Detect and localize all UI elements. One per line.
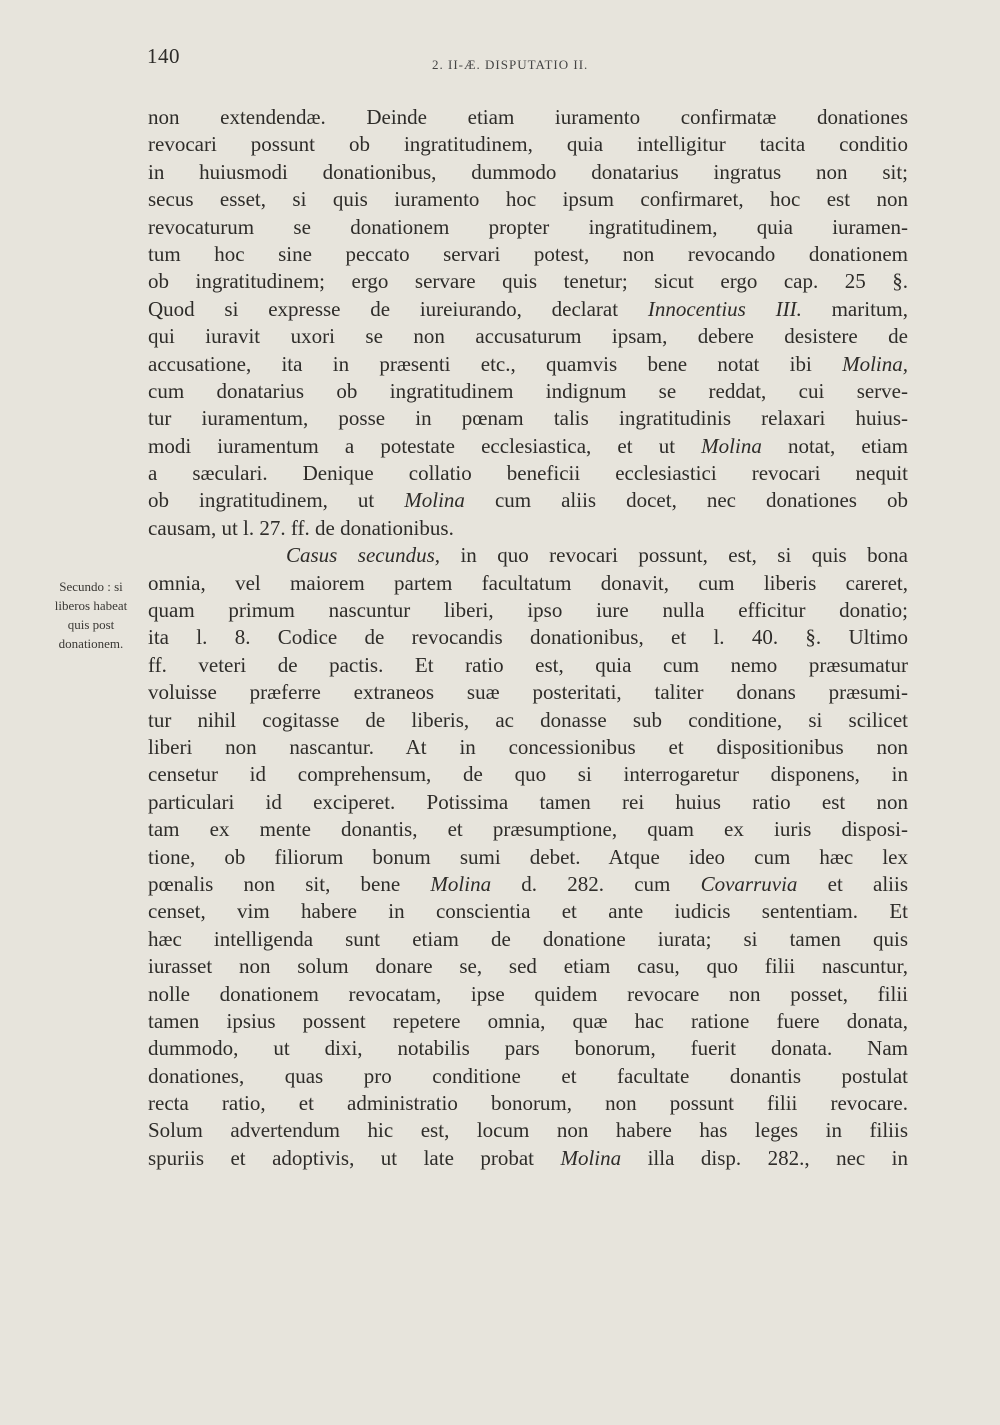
text-line: tione, ob filiorum bonum sumi debet. Atque ideo cum hæc lex: [148, 844, 908, 869]
italic-name: Molina: [404, 488, 465, 513]
text-line: modi iuramentum a potestate ecclesiastica, et ut Molina notat, etiam: [148, 433, 908, 458]
text-line: tamen ipsius possent repetere omnia, quæ hac ratione fuere donata,: [148, 1008, 908, 1033]
text-line: liberi non nascantur. At in concessionibus et dispositionibus non: [148, 734, 908, 759]
text-line: iurasset non solum donare se, sed etiam casu, quo filii nascuntur,: [148, 954, 908, 979]
italic-name: Molina,: [842, 351, 908, 376]
marginal-note-line: donationem.: [58, 636, 124, 651]
marginal-note-line: liberos habeat: [54, 598, 128, 613]
italic-name: Molina: [430, 871, 492, 896]
text-line: quam primum nascuntur liberi, ipso iure nulla efficitur donatio;: [148, 598, 908, 623]
text-line: ff. veteri de pactis. Et ratio est, quia cum nemo præsumatur: [148, 652, 908, 677]
italic-name: Casus secundus,: [286, 543, 441, 568]
text-line: censetur id comprehensum, de quo si interrogaretur disponens, in: [148, 762, 908, 787]
italic-name: Molina: [560, 1145, 622, 1170]
marginal-note-line: quis post: [67, 617, 115, 632]
text-line: ob ingratitudinem, ut Molina cum aliis docet, nec donationes ob: [148, 488, 908, 513]
text-line: revocaturum se donationem propter ingratitudinem, quia iuramen-: [148, 214, 908, 239]
text-line: Casus secundus, in quo revocari possunt, est, si quis bona: [286, 543, 908, 568]
text-line: ita l. 8. Codice de revocandis donationibus, et l. 40. §. Ultimo: [148, 625, 908, 650]
text-line: cum donatarius ob ingratitudinem indignum se reddat, cui serve-: [148, 378, 908, 403]
text-line: censet, vim habere in conscientia et ante iudicis sententiam. Et: [148, 899, 908, 924]
text-line: tur nihil cogitasse de liberis, ac donasse sub conditione, si scilicet: [148, 707, 908, 732]
marginal-note: [30, 577, 152, 653]
text-line: nolle donationem revocatam, ipse quidem revocare non posset, filii: [148, 981, 908, 1006]
text-line: dummodo, ut dixi, notabilis pars bonorum, fuerit donata. Nam: [148, 1036, 908, 1061]
text-line: revocari possunt ob ingratitudinem, quia intelligitur tacita conditio: [148, 132, 908, 157]
text-line: secus esset, si quis iuramento hoc ipsum confirmaret, hoc est non: [148, 187, 908, 212]
text-line: donationes, quas pro conditione et facultate donantis postulat: [148, 1063, 908, 1088]
italic-name: Innocentius III.: [647, 296, 802, 321]
text-line: tur iuramentum, posse in pœnam talis ingratitudinis relaxari huius-: [148, 406, 908, 431]
text-line: Quod si expresse de iureiurando, declarat Innocentius III. maritum,: [148, 296, 908, 321]
text-line: tum hoc sine peccato servari potest, non revocando donationem: [148, 241, 908, 266]
text-line: particulari id exciperet. Potissima tamen rei huius ratio est non: [148, 789, 908, 814]
text-line: non extendendæ. Deinde etiam iuramento confirmatæ donationes: [148, 105, 908, 129]
marginal-note-line: Secundo : si: [59, 579, 123, 594]
text-line: qui iuravit uxori se non accusaturum ipsam, debere desistere de: [148, 324, 908, 349]
text-line: spuriis et adoptivis, ut late probat Molina illa disp. 282., nec in: [148, 1145, 908, 1170]
body-text: [148, 104, 908, 1172]
text-line: causam, ut l. 27. ff. de donationibus.: [148, 515, 454, 540]
running-head: 2. II-Æ. DISPUTATIO II.: [432, 57, 589, 72]
text-line: tam ex mente donantis, et præsumptione, quam ex iuris disposi-: [148, 817, 908, 842]
text-line: omnia, vel maiorem partem facultatum donavit, cum liberis careret,: [148, 570, 908, 595]
text-line: voluisse præferre extraneos suæ posteritati, taliter donans præsumi-: [148, 680, 908, 705]
page-number: 140: [147, 44, 180, 68]
text-line: in huiusmodi donationibus, dummodo donatarius ingratus non sit;: [148, 159, 908, 184]
text-line: pœnalis non sit, bene Molina d. 282. cum Covarruvia et aliis: [148, 871, 909, 896]
text-line: hæc intelligenda sunt etiam de donatione iurata; si tamen quis: [148, 926, 908, 951]
text-line: a sæculari. Denique collatio beneficii ecclesiastici revocari nequit: [148, 461, 908, 486]
text-line: recta ratio, et administratio bonorum, non possunt filii revocare.: [148, 1091, 908, 1116]
text-line: Solum advertendum hic est, locum non habere has leges in filiis: [148, 1118, 908, 1143]
italic-name: Covarruvia: [700, 871, 798, 896]
text-line: ob ingratitudinem; ergo servare quis tenetur; sicut ergo cap. 25 §.: [148, 269, 908, 294]
text-line: accusatione, ita in præsenti etc., quamvis bene notat ibi Molina,: [148, 351, 908, 376]
italic-name: Molina: [701, 433, 762, 458]
